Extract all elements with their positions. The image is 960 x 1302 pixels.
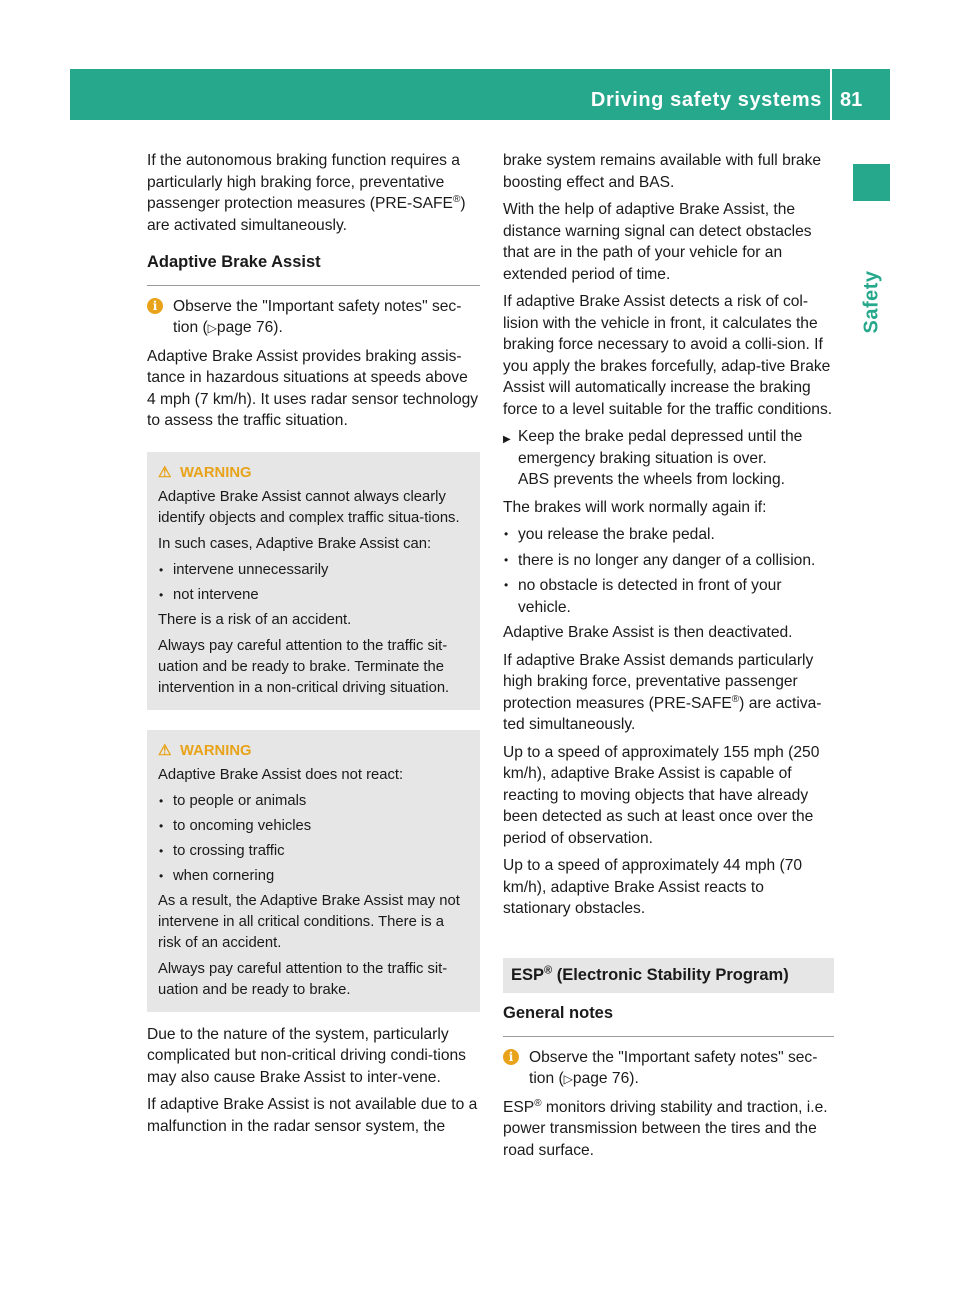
section-heading-esp: ESP® (Electronic Stability Program) (503, 958, 834, 994)
body-paragraph: The brakes will work normally again if: (503, 498, 767, 516)
registered-mark: ® (544, 964, 553, 976)
body-paragraph: brake system remains available with full brake boosting effect and BAS. (503, 152, 822, 191)
warning-box (147, 452, 480, 710)
chapter-label-text: Safety (860, 270, 883, 334)
body-paragraph: Adaptive Brake Assist is then deactivated. (503, 624, 793, 641)
registered-mark: ® (731, 693, 740, 705)
subheading-general-notes: General notes (503, 1003, 834, 1037)
warning-text: Adaptive Brake Assist cannot always clearly identify objects and complex traffic situa-tions. (158, 488, 460, 526)
body-paragraph: If adaptive Brake Assist is not available due to a malfunction in the radar sensor system, the (147, 1096, 478, 1135)
warning-text: Adaptive Brake Assist does not react: (158, 766, 404, 783)
list-item: • to people or animals (158, 791, 470, 812)
registered-mark: ® (534, 1097, 542, 1109)
left-column (147, 150, 480, 1143)
chapter-tab-marker (853, 164, 890, 201)
list-item: • no obstacle is detected in front of your vehicle. (503, 575, 834, 618)
section-title: Driving safety systems (590, 89, 822, 111)
body-paragraph: ESP® monitors driving stability and traction, i.e. power transmission between the tires and the road surface. (503, 1097, 828, 1159)
intro-paragraph: If the autonomous braking function requires a particularly high braking force, preventative passenger protection measures (PRE-SAFE®) are activated simultaneously. (147, 152, 466, 234)
page-number: 81 (840, 89, 863, 111)
warning-triangle-icon: ⚠ (158, 463, 172, 481)
warning-triangle-icon: ⚠ (158, 741, 172, 759)
page-ref-arrow-icon: ▷ (207, 321, 217, 335)
info-note: i Observe the "Important safety notes" sec-tion (▷page 76). (147, 296, 480, 340)
section-heading-adaptive-brake-assist: Adaptive Brake Assist (147, 252, 480, 286)
info-note: i Observe the "Important safety notes" sec-tion (▷page 76). (503, 1047, 834, 1091)
body-paragraph: If adaptive Brake Assist detects a risk of col-lision with the vehicle in front, it calculates the braking force necessary to avoid a colli-sion. If you apply the brakes forcefully, adap-tive Brake Assist will automatically increase the braking force to a level suitable for the traffic conditions. (503, 293, 833, 418)
page-reference-link[interactable]: page 76). (572, 1070, 639, 1087)
warning-box (147, 730, 480, 1012)
chapter-label (852, 262, 892, 342)
warning-text: In such cases, Adaptive Brake Assist can: (158, 535, 432, 552)
info-icon: i (503, 1049, 519, 1065)
page-ref-arrow-icon: ▷ (563, 1072, 573, 1086)
header-divider (830, 69, 832, 120)
info-icon: i (147, 298, 163, 314)
body-paragraph: Up to a speed of approximately 155 mph (250 km/h), adaptive Brake Assist is capable of reacting to moving objects that have already been detected as such at least once over the period of observation. (503, 743, 820, 847)
registered-mark: ® (452, 193, 461, 205)
warning-text: There is a risk of an accident. (158, 611, 352, 628)
header-bar (70, 69, 890, 120)
list-item: • to oncoming vehicles (158, 816, 470, 837)
list-item: • when cornering (158, 866, 470, 887)
warning-text: Always pay careful attention to the traffic sit-uation and be ready to brake. Terminate the intervention in a non-critical driving situation. (158, 637, 450, 696)
warning-text: Always pay careful attention to the traffic sit-uation and be ready to brake. (158, 960, 448, 998)
description-paragraph: Adaptive Brake Assist provides braking assis-tance in hazardous situations at speeds above 4 mph (7 km/h). It uses radar sensor technology to assess the traffic situation. (147, 347, 479, 429)
body-paragraph: Up to a speed of approximately 44 mph (70 km/h), adaptive Brake Assist reacts to stationary obstacles. (503, 857, 803, 917)
body-paragraph: With the help of adaptive Brake Assist, the distance warning signal can detect obstacles that are in the path of your vehicle for an extended period of time. (503, 201, 812, 283)
warning-heading: ⚠ WARNING (158, 463, 252, 481)
list-item: • intervene unnecessarily (158, 560, 470, 581)
right-column (503, 150, 834, 1167)
warning-heading: ⚠ WARNING (158, 741, 252, 759)
page-reference-link[interactable]: page 76). (216, 319, 283, 336)
body-paragraph: If adaptive Brake Assist demands particularly high braking force, preventative passenger protection measures (PRE-SAFE®) are activa-ted simultaneously. (503, 651, 822, 733)
instruction-step: ▶ Keep the brake pedal depressed until the emergency braking situation is over. ABS prevents the wheels from locking. (503, 426, 834, 491)
list-item: • there is no longer any danger of a collision. (503, 550, 834, 572)
list-item: • not intervene (158, 585, 470, 606)
list-item: • to crossing traffic (158, 841, 470, 862)
body-paragraph: Due to the nature of the system, particularly complicated but non-critical driving condi-tions may also cause Brake Assist to inter-vene. (147, 1025, 466, 1086)
list-item: • you release the brake pedal. (503, 524, 834, 546)
warning-text: As a result, the Adaptive Brake Assist may not intervene in all critical conditions. There is a risk of an accident. (158, 892, 460, 951)
step-result: ABS prevents the wheels from locking. (518, 471, 785, 488)
